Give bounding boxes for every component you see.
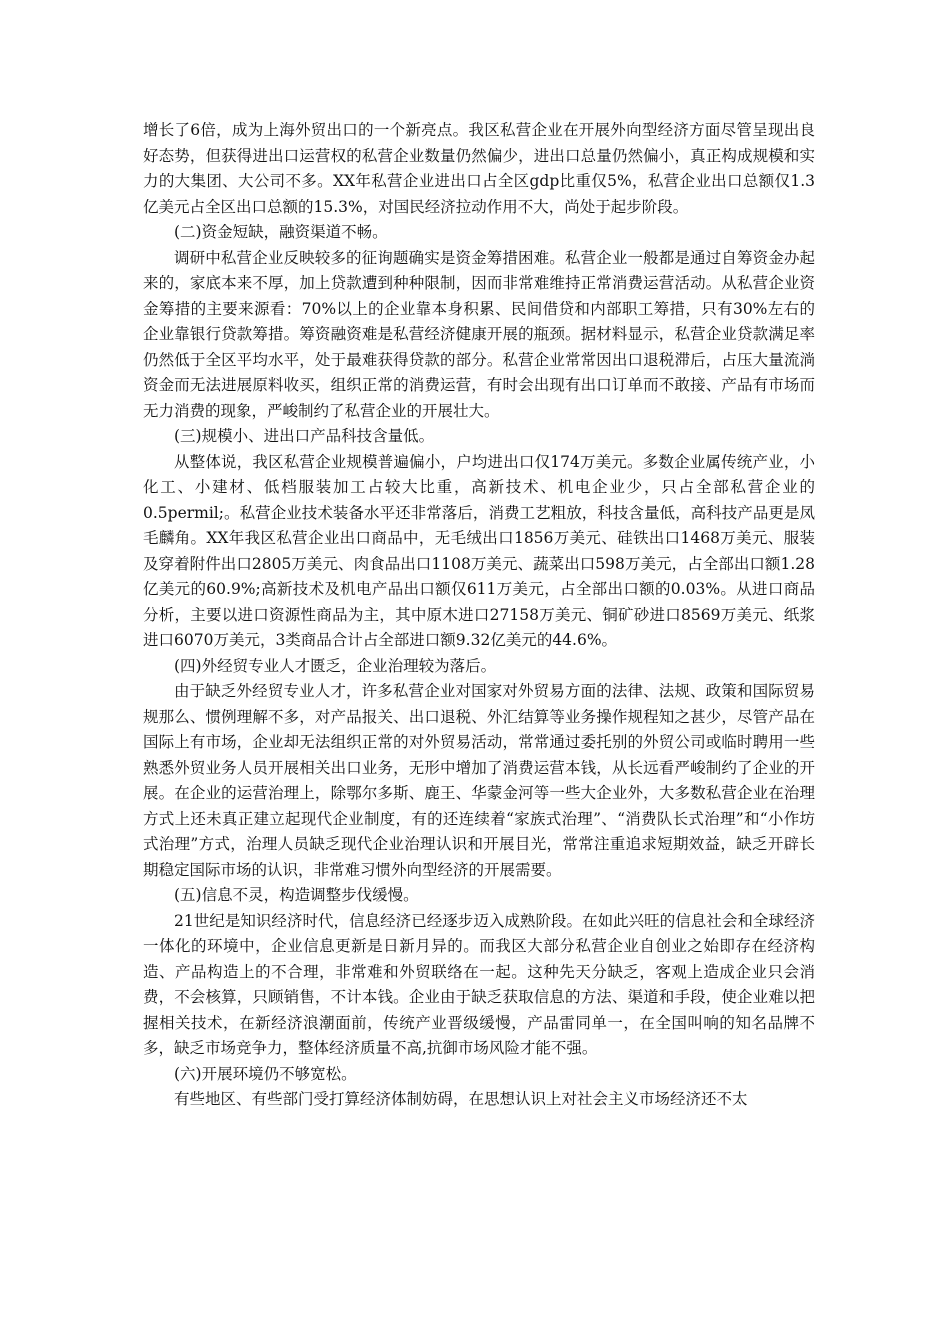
section-heading-5: (五)信息不灵，构造调整步伐缓慢。 [174, 886, 419, 904]
paragraph-scale: 从整体说，我区私营企业规模普遍偏小，户均进出口仅174万美元。多数企业属传统产业，小化工、小建材、低档服装加工占较大比重，高新技术、机电企业少，只占全部私营企业的0.5permil;。私营企业技术装备水平还非常落后，消费工艺粗放，科技含量低，高科技产品更是凤毛麟角。XX年我区私营企业出口商品中，无毛绒出口1856万美元、硅铁出口1468万美元、服装及穿着附件出口2805万美元、肉食品出口1108万美元、蔬菜出口598万美元，占全部出口额1.28亿美元的60.9%;高新技术及机电产品出口额仅611万美元，占全部出口额的0.03%。从进口商品分析，主要以进口资源性商品为主，其中原木进口27158万美元、铜矿砂进口8569万美元、纸浆进口6070万美元，3类商品合计占全部进口额9.32亿美元的44.6%。 [143, 452, 815, 649]
paragraph-environment: 有些地区、有些部门受打算经济体制妨碍，在思想认识上对社会主义市场经济还不太 [174, 1090, 748, 1108]
paragraph-intro: 增长了6倍，成为上海外贸出口的一个新亮点。我区私营企业在开展外向型经济方面尽管呈现出良好态势，但获得进出口运营权的私营企业数量仍然偏少，进出口总量仍然偏小，真正构成规模和实力的大集团、大公司不多。XX年私营企业进出口占全区gdp比重仅5%，私营企业出口总额仅1.3亿美元占全区出口总额的15.3%，对国民经济拉动作用不大，尚处于起步阶段。 [143, 121, 815, 216]
section-heading-4: (四)外经贸专业人才匮乏，企业治理较为落后。 [174, 656, 497, 675]
paragraph-funding: 调研中私营企业反映较多的征询题确实是资金筹措困难。私营企业一般都是通过自筹资金办起来的，家底本来不厚，加上贷款遭到种种限制，因而非常难维持正常消费运营活动。从私营企业资金筹措的主要来源看：70%以上的企业靠本身积累、民间借贷和内部职工筹措，只有30%左右的企业靠银行贷款筹措。筹资融资难是私营经济健康开展的瓶颈。据材料显示，私营企业贷款满足率仍然低于全区平均水平，处于最难获得贷款的部分。私营企业常常因出口退税滞后，占压大量流淌资金而无法进展原料收买，组织正常的消费运营，有时会出现有出口订单而不敢接、产品有市场而无力消费的现象，严峻制约了私营企业的开展壮大。 [143, 248, 815, 420]
document-page [143, 118, 815, 1113]
paragraph-information: 21世纪是知识经济时代，信息经济已经逐步迈入成熟阶段。在如此兴旺的信息社会和全球经济一体化的环境中，企业信息更新是日新月异的。而我区大部分私营企业自创业之始即存在经济构造、产品构造上的不合理，非常难和外贸联络在一起。这种先天分缺乏，客观上造成企业只会消费，不会核算，只顾销售，不计本钱。企业由于缺乏获取信息的方法、渠道和手段，使企业难以把握相关技术，在新经济浪潮面前，传统产业晋级缓慢，产品雷同单一，在全国叫响的知名品牌不多，缺乏市场竞争力，整体经济质量不高,抗御市场风险才能不强。 [143, 911, 815, 1057]
section-heading-3: (三)规模小、进出口产品科技含量低。 [174, 427, 435, 445]
section-heading-6: (六)开展环境仍不够宽松。 [174, 1064, 357, 1083]
section-heading-2: (二)资金短缺，融资渠道不畅。 [174, 223, 388, 241]
paragraph-talent: 由于缺乏外经贸专业人才，许多私营企业对国家对外贸易方面的法律、法规、政策和国际贸易规那么、惯例理解不多，对产品报关、出口退税、外汇结算等业务操作规程知之甚少，尽管产品在国际上有市场，企业却无法组织正常的对外贸易活动，常常通过委托别的外贸公司或临时聘用一些熟悉外贸业务人员开展相关出口业务，无形中增加了消费运营本钱，从长远看严峻制约了企业的开展。在企业的运营治理上，除鄂尔多斯、鹿王、华蒙金河等一些大企业外，大多数私营企业在治理方式上还未真正建立起现代企业制度，有的还连续着“家族式治理”、“消费队长式治理”和“小作坊式治理”方式，治理人员缺乏现代企业治理认识和开展目光，常常注重追求短期效益，缺乏开辟长期稳定国际市场的认识，非常难习惯外向型经济的开展需要。 [143, 682, 815, 879]
